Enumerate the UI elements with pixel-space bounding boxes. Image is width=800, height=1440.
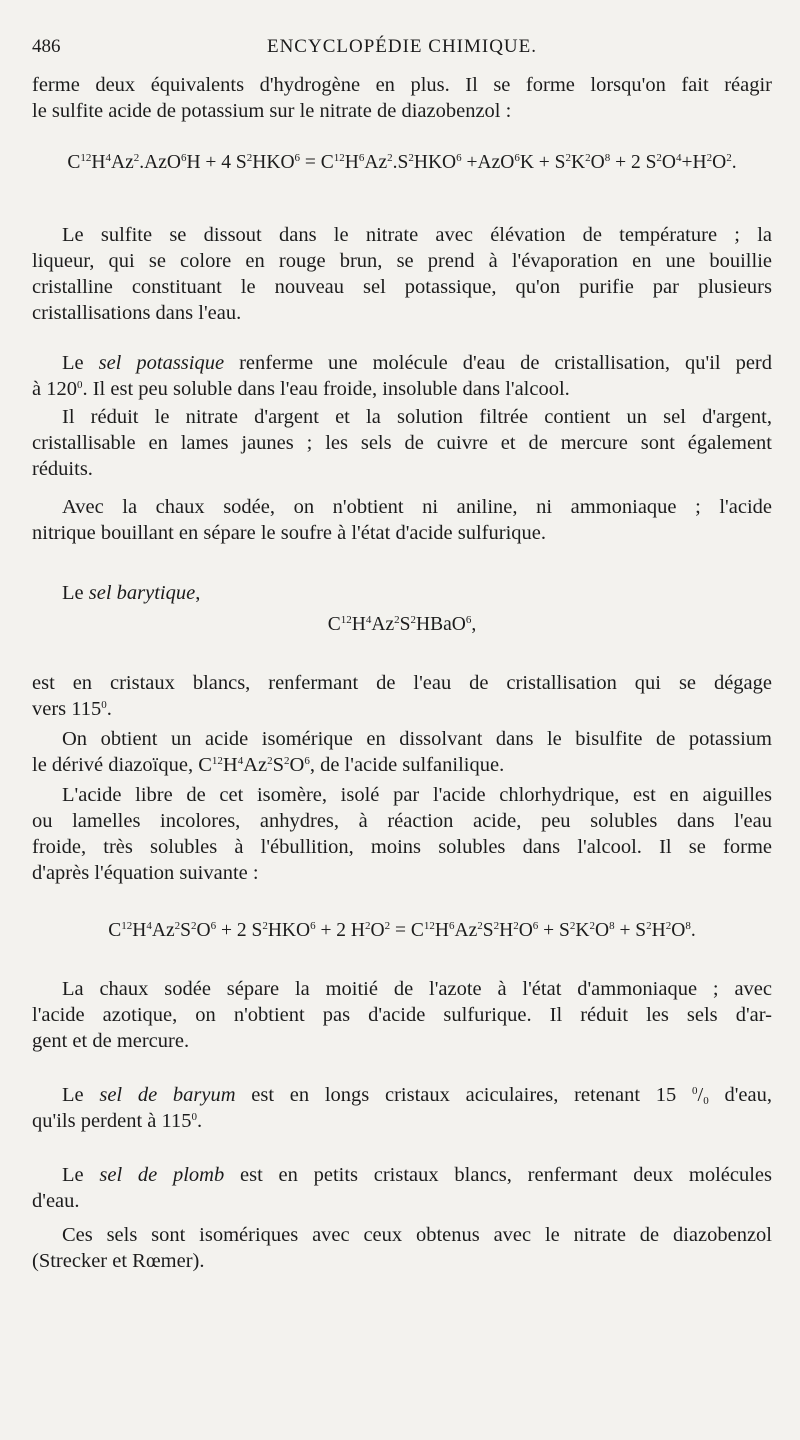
paragraph-2-line-4: cristallisations dans l'eau. xyxy=(32,302,242,324)
paragraph-9-line-2: ou lamelles incolores, anhydres, à réaction acide, peu solubles dans l'eau xyxy=(32,810,772,832)
running-title: ENCYCLOPÉDIE CHIMIQUE. xyxy=(266,36,538,57)
formula-3: $C^{12}H^4Az^2S^2O^6 + 2$ $S^2HKO^6 + 2$ $H^2O^2 = C^{12}H^6Az^2S^2H^2O^6 + S^2K^2O^8 + S^2H^2O^8$. xyxy=(108,920,696,941)
paragraph-4-line-1: Il réduit le nitrate d'argent et la solution filtrée contient un sel d'argent, xyxy=(62,406,772,428)
paragraph-12-line-1: Le sel de plomb est en petits cristaux blancs, renfermant deux molécules xyxy=(62,1164,773,1186)
paragraph-1-line-1: ferme deux équivalents d'hydrogène en plus. Il se forme lorsqu'on fait réagir xyxy=(32,74,772,96)
paragraph-8-line-2: le dérivé diazoïque, $C^{12}H^4Az^2S^2O^6$, de l'acide sulfanilique. xyxy=(32,754,505,776)
paragraph-10-line-1: La chaux sodée sépare la moitié de l'azote à l'état d'ammoniaque ; avec xyxy=(62,978,772,1000)
paragraph-9-line-1: L'acide libre de cet isomère, isolé par l'acide chlorhydrique, est en aiguilles xyxy=(62,784,772,806)
formula-1: $C^{12}H^4Az^2.AzO^6H + 4$ $S^2HKO^6 = C^{12}H^6Az^2.S^2HKO^6 +AzO^6K + S^2K^2O^8 + 2$ $S^2O^4+H^2O^2$. xyxy=(67,152,737,173)
paragraph-10-line-3: gent et de mercure. xyxy=(32,1030,190,1052)
page-header xyxy=(32,36,772,60)
paragraph-6-line-1: Le sel barytique, xyxy=(62,582,201,604)
paragraph-11-line-1: Le sel de baryum est en longs cristaux aciculaires, retenant 15 $^0/_0$ d'eau, xyxy=(62,1084,772,1107)
paragraph-7-line-1: est en cristaux blancs, renfermant de l'eau de cristallisation qui se dégage xyxy=(32,672,772,694)
paragraph-13-line-1: Ces sels sont isomériques avec ceux obtenus avec le nitrate de diazobenzol xyxy=(62,1224,772,1246)
paragraph-11-line-2: qu'ils perdent à $115^0$. xyxy=(32,1110,203,1132)
paragraph-10-line-2: l'acide azotique, on n'obtient pas d'acide sulfurique. Il réduit les sels d'ar- xyxy=(32,1004,772,1026)
paragraph-13-line-2: (Strecker et Rœmer). xyxy=(32,1250,205,1272)
paragraph-5-line-1: Avec la chaux sodée, on n'obtient ni aniline, ni ammoniaque ; l'acide xyxy=(62,496,772,518)
paragraph-9-line-4: d'après l'équation suivante : xyxy=(32,862,259,884)
paragraph-9-line-3: froide, très solubles à l'ébullition, moins solubles dans l'alcool. Il se forme xyxy=(32,836,772,858)
paragraph-2-line-1: Le sulfite se dissout dans le nitrate avec élévation de température ; la xyxy=(62,224,772,246)
paragraph-8-line-1: On obtient un acide isomérique en dissolvant dans le bisulfite de potassium xyxy=(62,728,772,750)
paragraph-7-line-2: vers $115^0$. xyxy=(32,698,112,720)
paragraph-12-line-2: d'eau. xyxy=(32,1190,80,1212)
page-number: 486 xyxy=(32,36,61,57)
paragraph-1-line-2: le sulfite acide de potassium sur le nitrate de diazobenzol : xyxy=(32,100,512,122)
formula-2: $C^{12}H^4Az^2S^2HBaO^6$, xyxy=(327,614,477,635)
paragraph-2-line-3: cristalline constituant le nouveau sel potassique, qu'on purifie par plusieurs xyxy=(32,276,772,298)
paragraph-3-line-1: Le sel potassique renferme une molécule d'eau de cristallisation, qu'il perd xyxy=(62,352,773,374)
paragraph-4-line-3: réduits. xyxy=(32,458,93,480)
paragraph-3-line-2: à $120^0$. Il est peu soluble dans l'eau froide, insoluble dans l'alcool. xyxy=(32,378,570,400)
paragraph-5-line-2: nitrique bouillant en sépare le soufre à l'état d'acide sulfurique. xyxy=(32,522,547,544)
paragraph-4-line-2: cristallisable en lames jaunes ; les sels de cuivre et de mercure sont également xyxy=(32,432,772,454)
paragraph-2-line-2: liqueur, qui se colore en rouge brun, se prend à l'évaporation en une bouillie xyxy=(32,250,772,272)
